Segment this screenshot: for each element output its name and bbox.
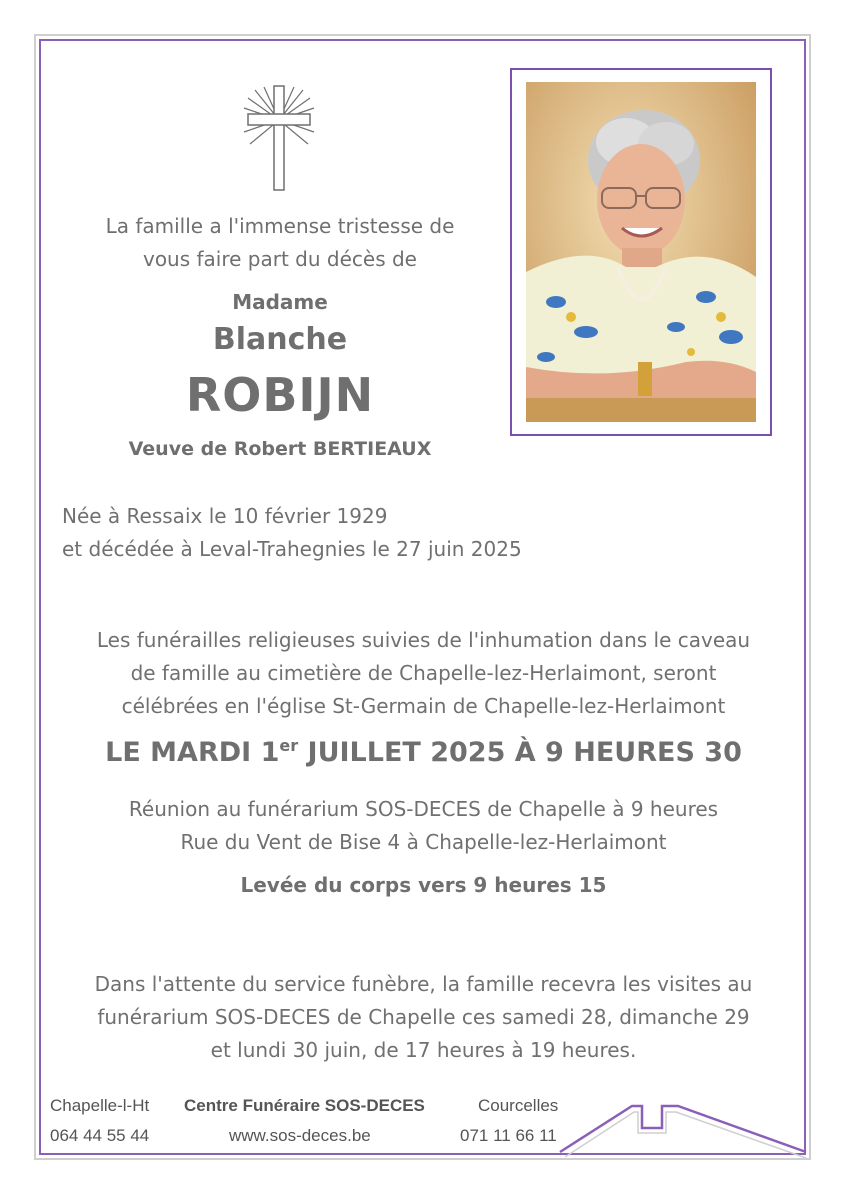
date-prefix: LE MARDI 1 (105, 737, 280, 768)
intro-text (60, 210, 500, 276)
born-line: Née à Ressaix le 10 février 1929 (62, 504, 388, 528)
meeting-text (40, 793, 807, 859)
footer-left-phone: 064 44 55 44 (50, 1126, 150, 1145)
portrait-photo (526, 82, 756, 422)
footer-right-phone: 071 11 66 11 (460, 1126, 557, 1145)
funeral-line-1: Les funérailles religieuses suivies de l'inhumation dans le caveau (96, 628, 751, 652)
funeral-text (40, 624, 807, 723)
visits-line-3: et lundi 30 juin, de 17 heures à 19 heures. (210, 1038, 637, 1062)
visits-text (40, 968, 807, 1067)
footer-left-city: Chapelle-l-Ht (50, 1096, 150, 1115)
date-suffix: JUILLET 2025 À 9 HEURES 30 (298, 737, 742, 768)
visits-line-1: Dans l'attente du service funèbre, la famille recevra les visites au (94, 972, 753, 996)
funeral-date (40, 736, 807, 768)
birth-death-block (62, 500, 522, 566)
cross-icon (240, 84, 318, 192)
widow-of: Veuve de Robert BERTIEAUX (128, 438, 432, 460)
first-name: Blanche (212, 322, 348, 357)
last-name: ROBIJN (185, 368, 375, 422)
meeting-line-2: Rue du Vent de Bise 4 à Chapelle-lez-Herlaimont (180, 830, 667, 854)
levee-text: Levée du corps vers 9 heures 15 (240, 873, 607, 897)
visits-line-2: funérarium SOS-DECES de Chapelle ces samedi 28, dimanche 29 (97, 1005, 750, 1029)
footer-website-link[interactable]: www.sos-deces.be (229, 1126, 371, 1145)
portrait-frame (510, 68, 772, 436)
date-superscript: er (279, 736, 299, 755)
funeral-line-2: de famille au cimetière de Chapelle-lez-Herlaimont, seront (130, 661, 717, 685)
meeting-line-1: Réunion au funérarium SOS-DECES de Chapelle à 9 heures (128, 797, 719, 821)
honorific: Madame (232, 290, 328, 314)
died-line: et décédée à Leval-Trahegnies le 27 juin 2025 (62, 537, 522, 561)
footer-right-city: Courcelles (478, 1096, 559, 1115)
funeral-line-3: célébrées en l'église St-Germain de Chapelle-lez-Herlaimont (121, 694, 726, 718)
footer-center-name: Centre Funéraire SOS-DECES (184, 1096, 425, 1115)
intro-line-2: vous faire part du décès de (142, 247, 417, 271)
intro-line-1: La famille a l'immense tristesse de (105, 214, 455, 238)
